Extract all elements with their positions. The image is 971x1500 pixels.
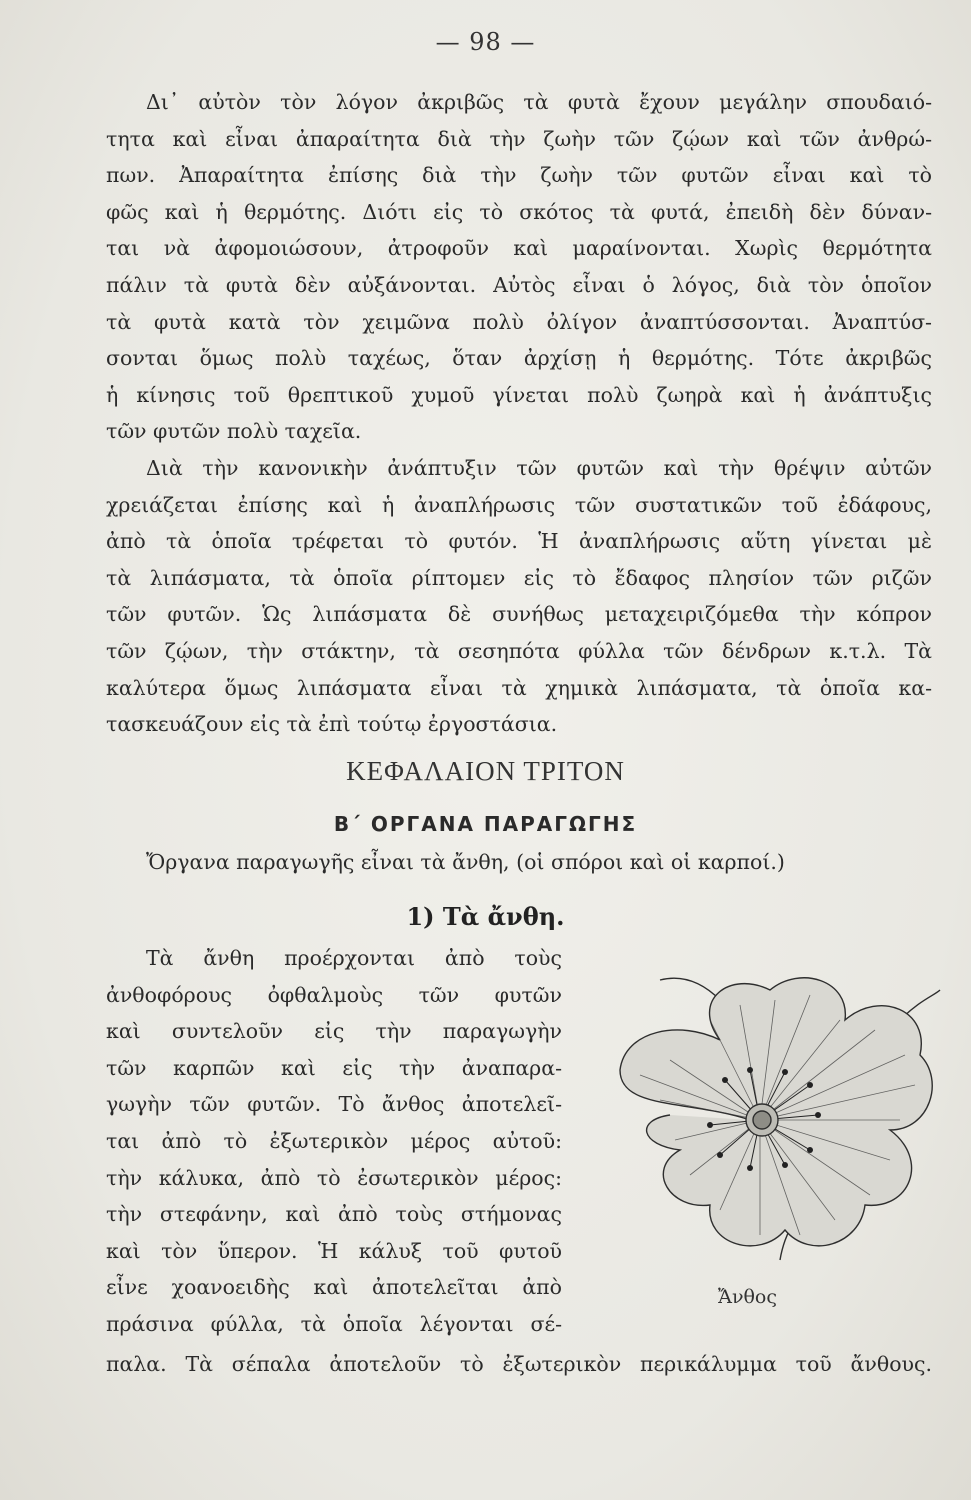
section-title: Β΄ ΟΡΓΑΝΑ ΠΑΡΑΓΩΓΗΣ xyxy=(333,812,638,836)
text-line: καὶ τὸν ὕπερον. Ἡ κάλυξ τοῦ φυτοῦ xyxy=(106,1238,562,1263)
text-line: τῶν φυτῶν πολὺ ταχεῖα. xyxy=(106,419,362,444)
paragraph-1 xyxy=(106,84,932,450)
text-line: καὶ συντελοῦν εἰς τὴν παραγωγὴν xyxy=(106,1019,562,1044)
text-line: Διὰ τὴν κανονικὴν ἀνάπτυξιν τῶν φυτῶν καὶ τὴν θρέψιν αὐτῶν xyxy=(146,456,932,480)
page-number: — 98 — xyxy=(435,28,536,56)
text-line: ἡ κίνησις τοῦ θρεπτικοῦ χυμοῦ γίνεται πολὺ ζωηρὰ καὶ ἡ ἀνάπτυξις xyxy=(106,382,932,407)
text-line: τασκευάζουν εἰς τὰ ἐπὶ τούτῳ ἐργοστάσια. xyxy=(106,712,558,737)
text-line: τὰ λιπάσματα, τὰ ὁποῖα ρίπτομεν εἰς τὸ ἔδαφος πλησίον τῶν ριζῶν xyxy=(106,565,932,590)
text-line: παλα. Τὰ σέπαλα ἀποτελοῦν τὸ ἐξωτερικὸν περικάλυμμα τοῦ ἄνθους. xyxy=(106,1352,932,1376)
text-line: Τὰ ἄνθη προέρχονται ἀπὸ τοὺς xyxy=(146,946,562,970)
text-line: τὴν στεφάνην, καὶ ἀπὸ τοὺς στήμονας xyxy=(106,1202,562,1227)
text-line: πων. Ἀπαραίτητα ἐπίσης διὰ τὴν ζωὴν τῶν φυτῶν εἶναι καὶ τὸ xyxy=(106,163,932,188)
flower-illustration xyxy=(600,960,945,1280)
text-line: τῶν καρπῶν καὶ εἰς τὴν ἀναπαρα- xyxy=(106,1055,562,1080)
text-line: τὰ φυτὰ κατὰ τὸν χειμῶνα πολὺ ὀλίγον ἀναπτύσσονται. Ἀναπτύσ- xyxy=(106,309,932,334)
text-line: χρειάζεται ἐπίσης καὶ ἡ ἀναπλήρωσις τῶν συστατικῶν τοῦ ἐδάφους, xyxy=(106,492,932,517)
paragraph-2 xyxy=(106,450,932,743)
text-line: τὴν κάλυκα, ἀπὸ τὸ ἐσωτερικὸν μέρος: xyxy=(106,1165,562,1190)
text-line: τῶν ζῴων, τὴν στάκτην, τὰ σεσηπότα φύλλα τῶν δένδρων κ.τ.λ. Τὰ xyxy=(106,638,932,663)
text-line: ται ἀπὸ τὸ ἐξωτερικὸν μέρος αὐτοῦ: xyxy=(106,1128,562,1153)
text-line: πάλιν τὰ φυτὰ δὲν αὐξάνονται. Αὐτὸς εἶναι ὁ λόγος, διὰ τὸν ὁποῖον xyxy=(106,272,932,297)
text-line: πράσινα φύλλα, τὰ ὁποῖα λέγονται σέ- xyxy=(106,1311,562,1336)
text-line: Δι᾿ αὐτὸν τὸν λόγον ἀκριβῶς τὰ φυτὰ ἔχουν μεγάλην σπουδαιό- xyxy=(146,90,932,114)
text-line: ἀνθοφόρους ὀφθαλμοὺς τῶν φυτῶν xyxy=(106,982,562,1007)
figure-caption: Ἄνθος xyxy=(718,1286,778,1308)
text-line: καλύτερα ὅμως λιπάσματα εἶναι τὰ χημικὰ λιπάσματα, τὰ ὁποῖα κα- xyxy=(106,675,932,700)
text-line: τῶν φυτῶν. Ὡς λιπάσματα δὲ συνήθως μεταχειριζόμεθα τὴν κόπρον xyxy=(106,602,932,627)
text-line: ἀπὸ τὰ ὁποῖα τρέφεται τὸ φυτόν. Ἡ ἀναπλήρωσις αὕτη γίνεται μὲ xyxy=(106,529,932,554)
subsection-title: 1) Τὰ ἄνθη. xyxy=(406,902,565,931)
text-line: τητα καὶ εἶναι ἀπαραίτητα διὰ τὴν ζωὴν τῶν ζῴων καὶ τῶν ἀνθρώ- xyxy=(106,126,932,151)
text-line: σονται ὅμως πολὺ ταχέως, ὅταν ἀρχίσῃ ἡ θερμότης. Τότε ἀκριβῶς xyxy=(106,346,932,371)
chapter-title: ΚΕΦΑΛΑΙΟΝ ΤΡΙΤΟΝ xyxy=(346,756,625,786)
text-line: γωγὴν τῶν φυτῶν. Τὸ ἄνθος ἀποτελεῖ- xyxy=(106,1092,562,1117)
paragraph-3 xyxy=(106,940,562,1343)
organs-line: Ὄργανα παραγωγῆς εἶναι τὰ ἄνθη, (οἱ σπόροι καὶ οἱ καρποί.) xyxy=(146,850,785,874)
text-line: φῶς καὶ ἡ θερμότης. Διότι εἰς τὸ σκότος τὰ φυτά, ἐπειδὴ δὲν δύναν- xyxy=(106,199,932,224)
text-line: ται νὰ ἀφομοιώσουν, ἀτροφοῦν καὶ μαραίνονται. Χωρὶς θερμότητα xyxy=(106,236,932,261)
text-line: εἶνε χοανοειδὴς καὶ ἀποτελεῖται ἀπὸ xyxy=(106,1275,562,1300)
